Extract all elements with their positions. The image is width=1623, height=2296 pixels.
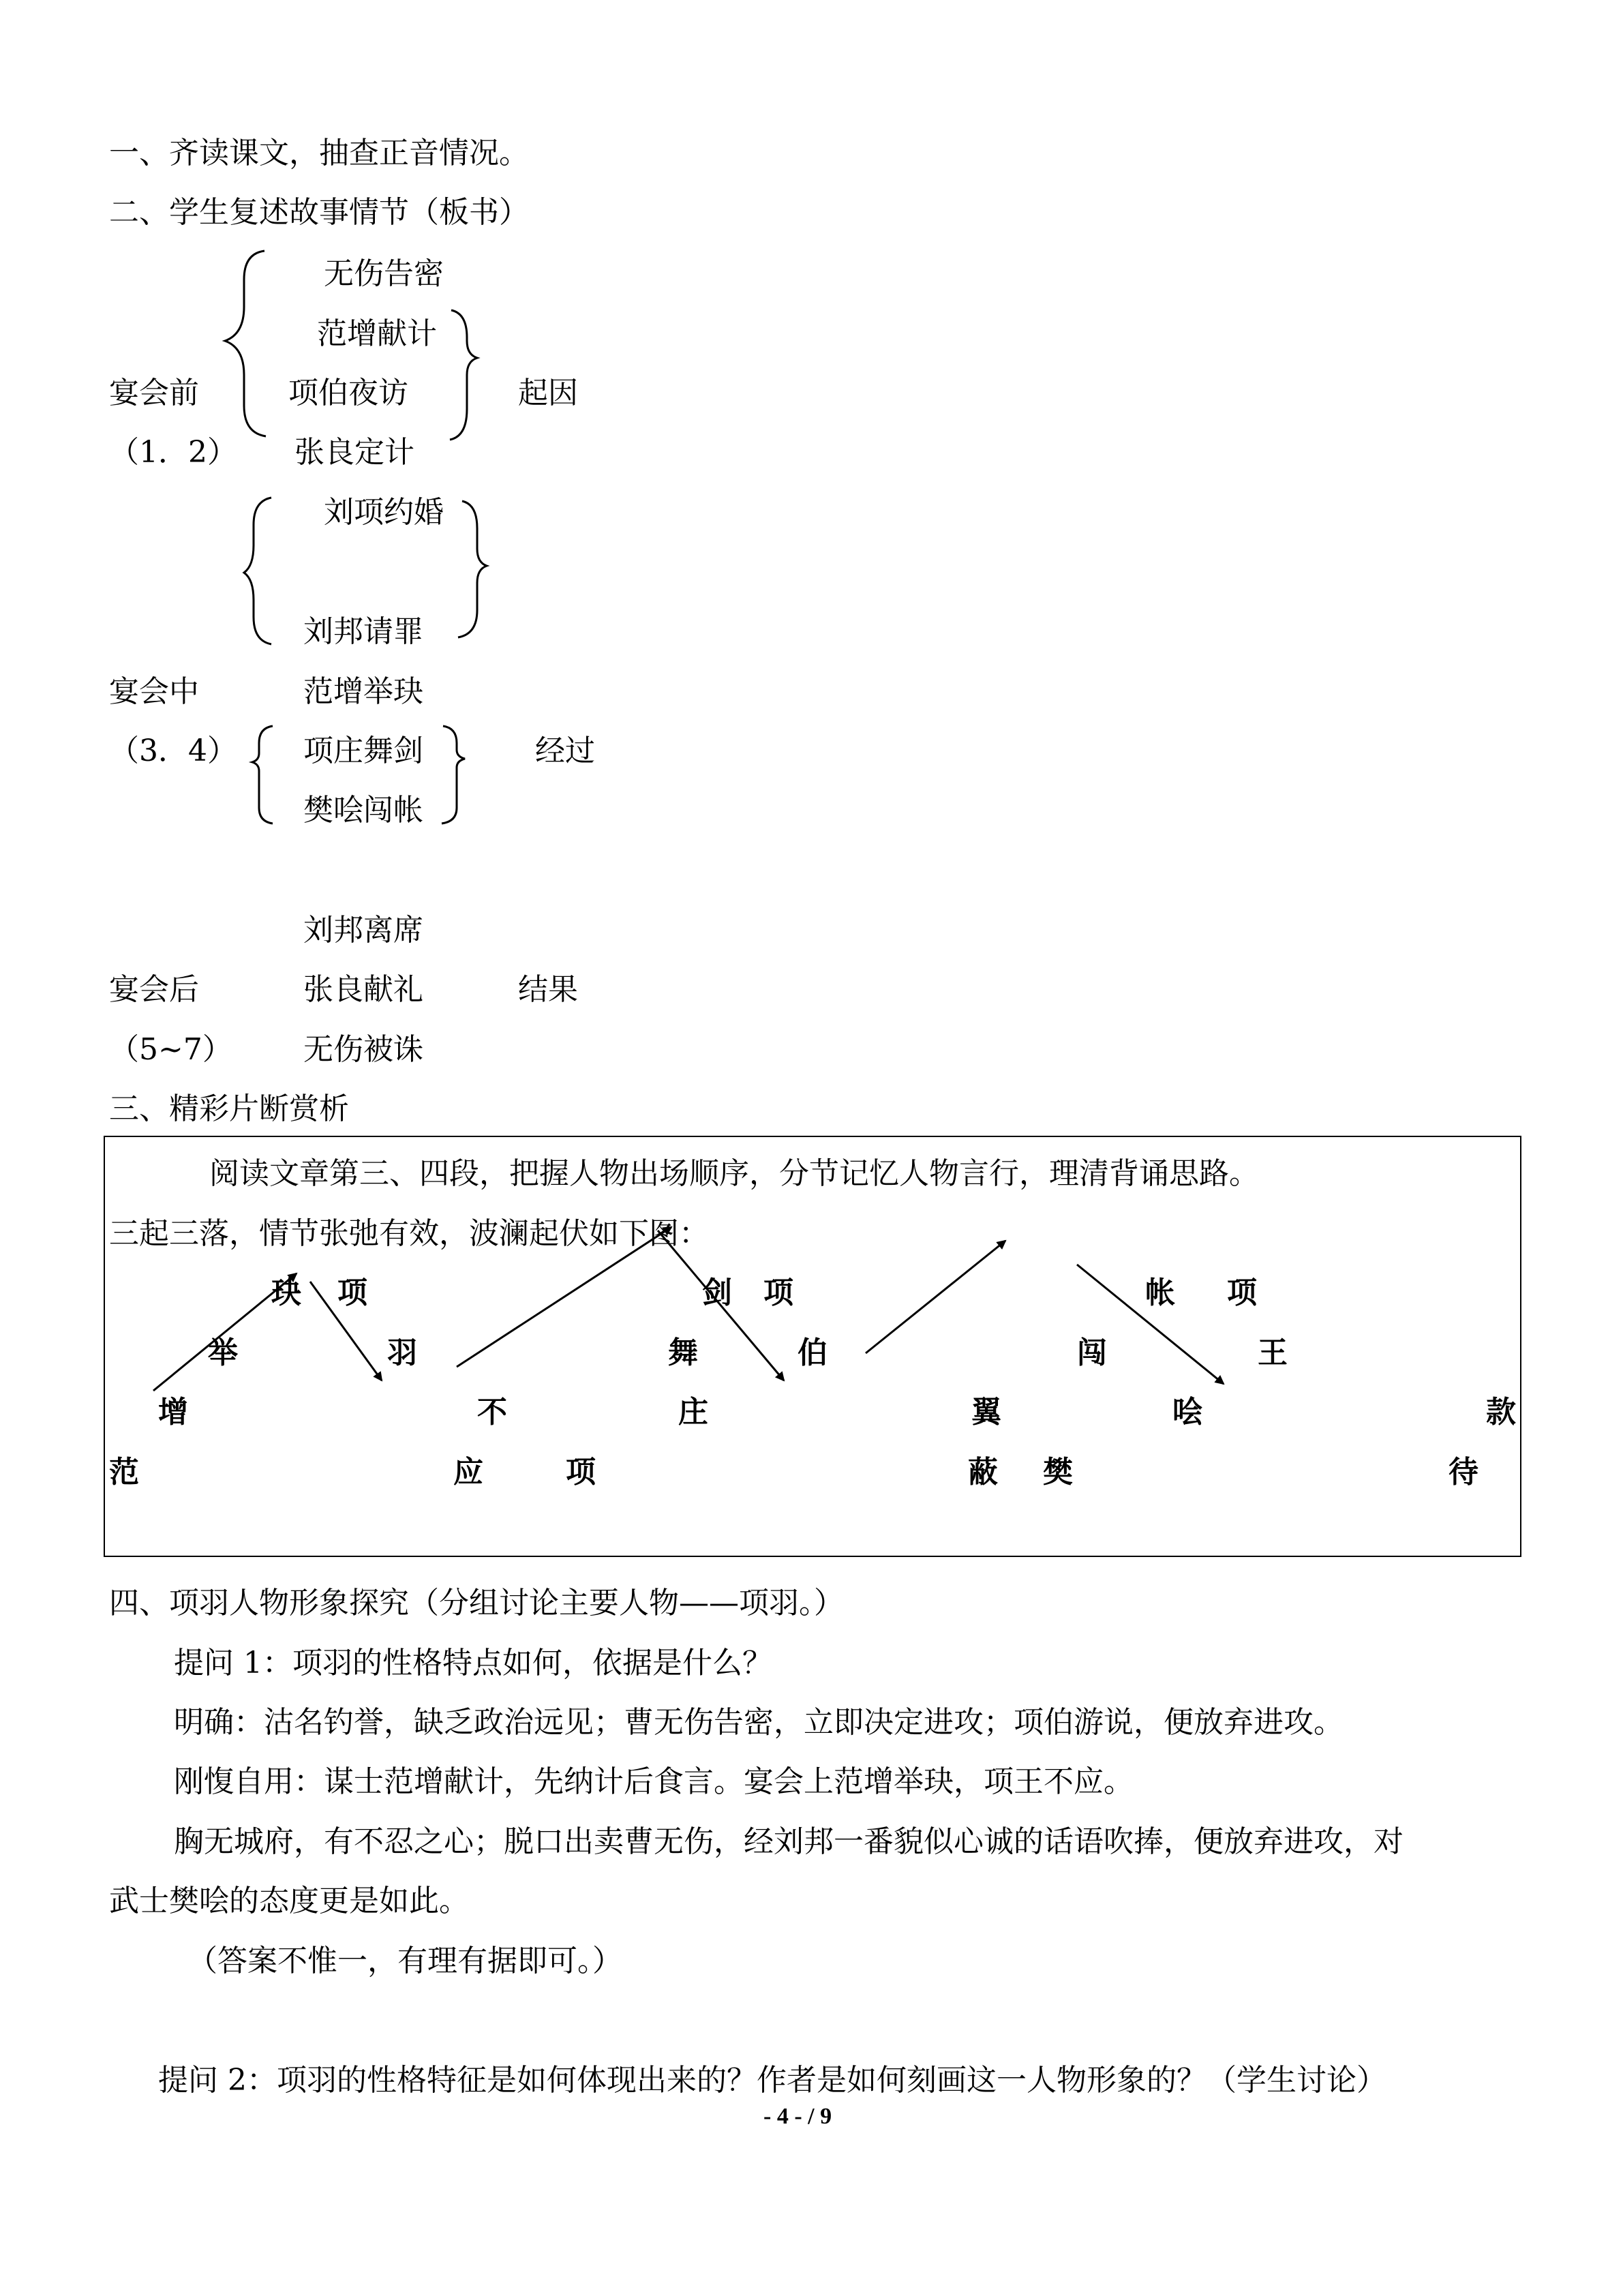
wave-char: 范 <box>109 1455 139 1490</box>
wave-char: 樊 <box>1043 1455 1073 1490</box>
middle-item-4: 项庄舞剑 <box>303 734 423 768</box>
after-range: （5~7） <box>109 1032 232 1067</box>
before-item-1: 无伤告密 <box>324 256 444 291</box>
wave-arrow <box>1077 1265 1224 1384</box>
wave-char: 增 <box>158 1395 188 1430</box>
line-3: 三、精彩片断赏析 <box>109 1091 349 1126</box>
line-4: 四、项羽人物形象探究（分组讨论主要人物——项羽。） <box>109 1586 844 1620</box>
brace-middle-right-small <box>442 726 465 824</box>
line-2: 二、学生复述故事情节（板书） <box>109 195 529 230</box>
answer-3a: 胸无城府，有不忍之心；脱口出卖曹无伤，经刘邦一番貌似心诚的话语吹捧，便放弃进攻，对 <box>174 1824 1404 1859</box>
wave-char: 王 <box>1258 1335 1288 1370</box>
wave-arrow <box>658 1230 784 1380</box>
middle-item-5: 樊哙闯帐 <box>303 793 423 828</box>
wave-char: 剑 <box>702 1275 732 1310</box>
wave-char: 举 <box>208 1335 238 1370</box>
before-result: 起因 <box>518 376 578 410</box>
after-result: 结果 <box>518 972 578 1007</box>
middle-range: （3．4） <box>109 734 237 768</box>
before-item-3: 项伯夜访 <box>288 376 408 410</box>
answer-2: 刚愎自用：谋士范增献计，先纳计后食言。宴会上范增举玦，项王不应。 <box>174 1764 1134 1799</box>
wave-arrow <box>457 1227 671 1367</box>
note: （答案不惟一，有理有据即可。） <box>187 1944 622 1978</box>
wave-char: 闯 <box>1077 1335 1107 1370</box>
after-label: 宴会后 <box>109 972 199 1007</box>
after-item-2: 张良献礼 <box>303 972 423 1007</box>
wave-char: 项 <box>566 1455 596 1490</box>
middle-item-2: 刘邦请罪 <box>303 614 423 649</box>
after-item-1: 刘邦离席 <box>303 913 423 948</box>
before-label: 宴会前 <box>109 376 199 410</box>
wave-char: 项 <box>763 1275 793 1310</box>
wave-arrow <box>866 1241 1005 1353</box>
line-1: 一、齐读课文，抽查正音情况。 <box>109 136 529 170</box>
answer-1: 明确：沽名钓誉，缺乏政治远见；曹无伤告密，立即决定进攻；项伯游说，便放弃进攻。 <box>174 1705 1344 1740</box>
wave-char: 哙 <box>1172 1395 1202 1430</box>
question-2: 提问 2：项羽的性格特征是如何体现出来的？作者是如何刻画这一人物形象的？（学生讨论） <box>158 2063 1386 2098</box>
wave-char: 舞 <box>668 1335 698 1370</box>
wave-char: 待 <box>1448 1455 1478 1490</box>
wave-char: 玦 <box>271 1275 301 1310</box>
wave-char: 蔽 <box>968 1455 998 1490</box>
brace-before-left <box>225 251 266 436</box>
wave-char: 翼 <box>971 1395 1001 1430</box>
brace-middle-left-small <box>252 726 273 824</box>
wave-char: 庄 <box>678 1395 708 1430</box>
page-number: - 4 - / 9 <box>763 2104 832 2129</box>
question-1: 提问 1：项羽的性格特点如何，依据是什么？ <box>174 1646 772 1680</box>
wave-char: 款 <box>1486 1395 1516 1430</box>
middle-item-1: 刘项约婚 <box>324 495 444 530</box>
analysis-p2: 三起三落，情节张弛有效，波澜起伏如下图： <box>109 1216 709 1251</box>
wave-arrow <box>153 1273 297 1391</box>
middle-item-3: 范增举玦 <box>303 674 423 709</box>
wave-char: 应 <box>453 1455 483 1490</box>
wave-arrow <box>310 1282 382 1380</box>
middle-result: 经过 <box>535 734 595 768</box>
after-item-3: 无伤被诛 <box>303 1032 423 1067</box>
brace-before-right <box>450 310 477 440</box>
wave-char: 项 <box>1227 1275 1257 1310</box>
wave-char: 羽 <box>387 1335 417 1370</box>
wave-char: 项 <box>337 1275 367 1310</box>
middle-label: 宴会中 <box>109 674 199 709</box>
analysis-p1: 阅读文章第三、四段，把握人物出场顺序，分节记忆人物言行，理清背诵思路。 <box>209 1156 1259 1191</box>
wave-char: 伯 <box>798 1335 828 1370</box>
brace-middle-right <box>458 501 487 637</box>
before-range: （1．2） <box>109 435 237 470</box>
before-item-2: 范增献计 <box>317 316 437 351</box>
wave-char: 不 <box>477 1395 507 1430</box>
brace-middle-left <box>244 498 271 644</box>
answer-3b: 武士樊哙的态度更是如此。 <box>109 1884 469 1918</box>
before-item-4: 张良定计 <box>294 435 414 470</box>
wave-char: 帐 <box>1145 1275 1175 1310</box>
